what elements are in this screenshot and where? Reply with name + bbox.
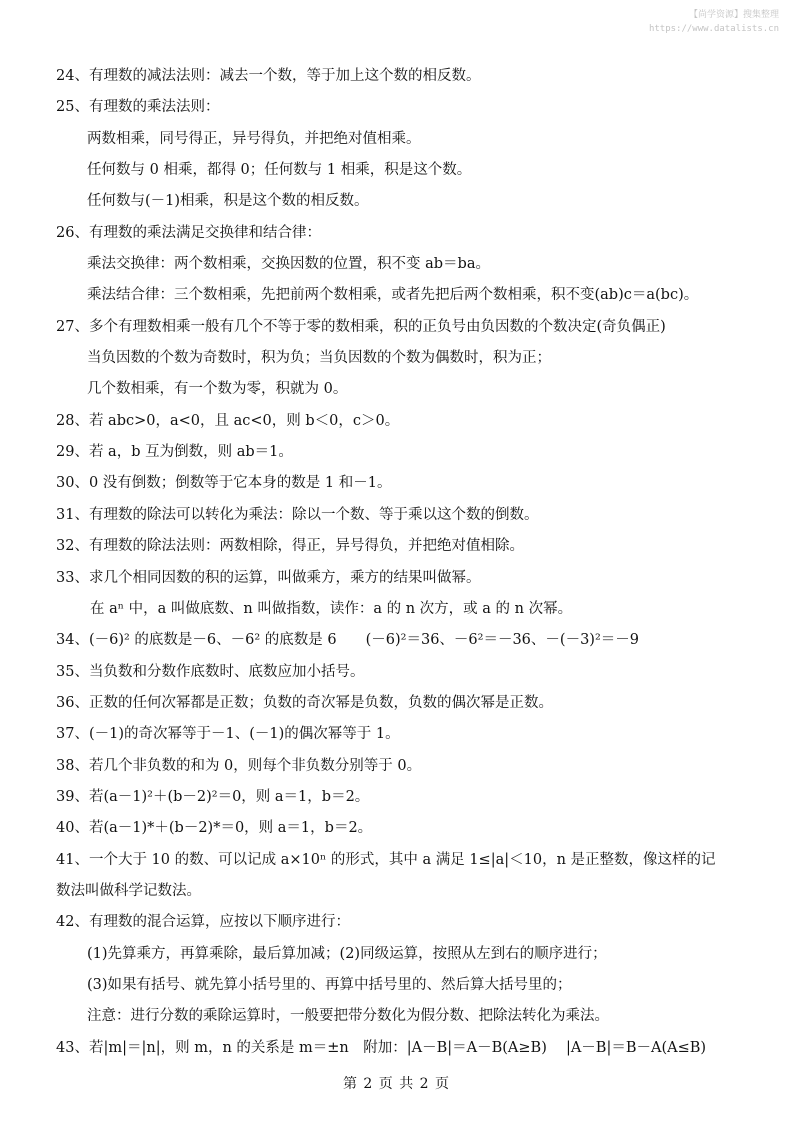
rule-29: 29、若 a，b 互为倒数，则 ab＝1。 — [56, 444, 293, 461]
rule-42-note: 注意：进行分数的乘除运算时，一般要把带分数化为假分数、把除法转化为乘法。 — [87, 1008, 609, 1025]
rule-42-line-1: (1)先算乘方，再算乘除，最后算加减；(2)同级运算，按照从左到右的顺序进行； — [87, 945, 607, 962]
rule-40: 40、若(a－1)*＋(b－2)*＝0，则 a＝1，b＝2。 — [56, 820, 373, 837]
watermark — [649, 8, 779, 36]
rule-42-heading: 42、有理数的混合运算，应按以下顺序进行： — [56, 914, 350, 931]
rule-24: 24、有理数的减法法则：减去一个数，等于加上这个数的相反数。 — [56, 68, 481, 84]
rule-25-line-3: 任何数与(－1)相乘，积是这个数的相反数。 — [87, 193, 369, 210]
rule-27-line-1: 当负因数的个数为奇数时，积为负；当负因数的个数为偶数时，积为正； — [87, 350, 551, 367]
rule-30: 30、0 没有倒数；倒数等于它本身的数是 1 和－1。 — [56, 475, 392, 492]
watermark-url: https://www.datalists.cn — [648, 24, 779, 34]
watermark-title: 【尚学资源】搜集整理 — [688, 10, 779, 20]
rule-32: 32、有理数的除法法则：两数相除，得正，异号得负，并把绝对值相除。 — [56, 538, 524, 555]
rule-43: 43、若|m|＝|n|，则 m，n 的关系是 m＝±n 附加：|A－B|＝A－B(A≥B) |A－B|＝B－A(A≤B) — [56, 1039, 707, 1056]
rule-34: 34、(－6)² 的底数是－6、－6² 的底数是 6 (－6)²＝36、－6²＝－36、－(－3)²＝－9 — [56, 632, 639, 649]
rule-26-commutative: 乘法交换律：两个数相乘，交换因数的位置，积不变 ab＝ba。 — [87, 256, 490, 273]
page-number: 第 2 页 共 2 页 — [342, 1076, 451, 1092]
rule-39: 39、若(a－1)²＋(b－2)²＝0，则 a＝1，b＝2。 — [56, 788, 370, 805]
rule-41-line-1: 41、一个大于 10 的数、可以记成 a×10ⁿ 的形式，其中 a 满足 1≤|a|＜10，n 是正整数，像这样的记 — [56, 851, 716, 868]
rule-35: 35、当负数和分数作底数时、底数应加小括号。 — [56, 663, 365, 680]
rule-37: 37、(－1)的奇次幂等于－1、(－1)的偶次幂等于 1。 — [56, 726, 400, 743]
rule-31: 31、有理数的除法可以转化为乘法：除以一个数、等于乘以这个数的倒数。 — [56, 506, 539, 523]
rule-41-line-2: 数法叫做科学记数法。 — [56, 882, 201, 899]
rule-27-line-2: 几个数相乘，有一个数为零，积就为 0。 — [87, 381, 348, 398]
rule-28: 28、若 abc>0，a<0，且 ac<0，则 b＜0，c＞0。 — [56, 412, 400, 429]
document-body — [56, 61, 756, 1064]
rule-25-line-2: 任何数与 0 相乘，都得 0；任何数与 1 相乘，积是这个数。 — [87, 162, 472, 179]
rule-27-heading: 27、多个有理数相乘一般有几个不等于零的数相乘，积的正负号由负因数的个数决定(奇负偶正) — [56, 318, 666, 335]
rule-25-heading: 25、有理数的乘法法则： — [56, 99, 220, 116]
rule-36: 36、正数的任何次幂都是正数；负数的奇次幂是负数，负数的偶次幂是正数。 — [56, 694, 553, 711]
rule-26-associative: 乘法结合律：三个数相乘，先把前两个数相乘，或者先把后两个数相乘，积不变(ab)c＝a(bc)。 — [87, 287, 699, 304]
rule-25-line-1: 两数相乘，同号得正，异号得负，并把绝对值相乘。 — [87, 130, 421, 147]
rule-26-heading: 26、有理数的乘法满足交换律和结合律： — [56, 224, 321, 241]
rule-33-heading: 33、求几个相同因数的积的运算，叫做乘方，乘方的结果叫做幂。 — [56, 569, 481, 586]
rule-42-line-2: (3)如果有括号、就先算小括号里的、再算中括号里的、然后算大括号里的； — [87, 976, 572, 993]
rule-33-detail: 在 aⁿ 中，a 叫做底数、n 叫做指数，读作：a 的 n 次方，或 a 的 n 次幂。 — [90, 600, 573, 617]
rule-38: 38、若几个非负数的和为 0，则每个非负数分别等于 0。 — [56, 757, 422, 774]
